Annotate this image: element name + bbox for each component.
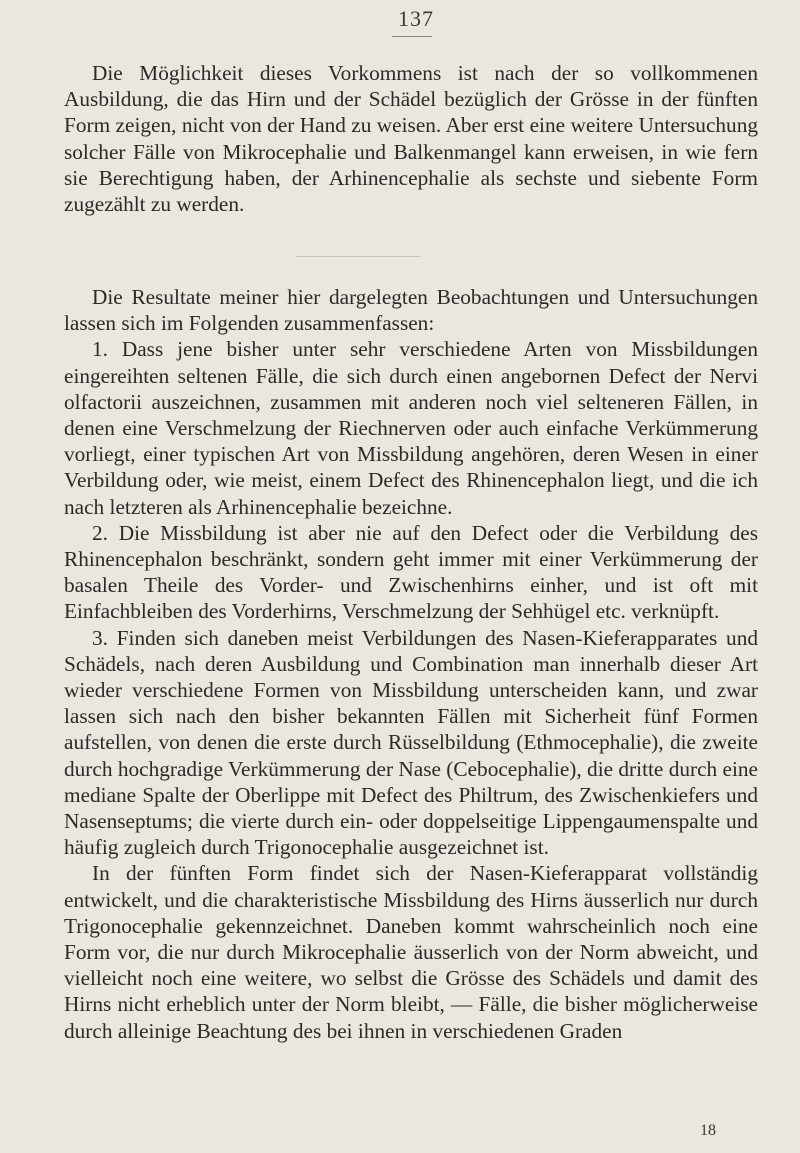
paragraph-intro: Die Möglichkeit dieses Vorkommens ist nach der so vollkommenen Ausbildung, die das Hirn und der Schädel bezüglich der Grösse in der fünften Form zeigen, nicht von der Hand zu weisen. Aber erst eine weitere Untersuchung solcher Fälle von Mikrocephalie und Balkenmangel kann erweisen, in wie fern sie Berechtigung haben, der Arhinencephalie als sechste und siebente Form zugezählt zu werden. (64, 61, 758, 217)
paragraph-point-1: 1. Dass jene bisher unter sehr verschiedene Arten von Missbildungen eingereihten seltenen Fälle, die sich durch einen angebornen Defect der Nervi olfactorii auszeichnen, zusammen mit anderen noch viel selteneren Fällen, in denen eine Verschmelzung der Riechnerven oder auch einfache Verkümmerung vorliegt, einer typischen Art von Missbildung angehören, deren Wesen in einer Verbildung oder, wie meist, einem Defect des Rhinencephalon liegt, und die ich nach letzteren als Arhinencephalie bezeichne. (64, 337, 758, 519)
top-text-block (64, 60, 758, 217)
section-divider (296, 256, 420, 257)
page-number: 137 (398, 6, 434, 31)
paragraph-fifth-form: In der fünften Form findet sich der Nasen-Kieferapparat vollständig entwickelt, und die charakteristische Missbildung des Hirns äusserlich nur durch Trigonocephalie gekennzeichnet. Daneben kommt wahrscheinlich noch eine Form vor, die nur durch Mikrocephalie äusserlich von der Norm abweicht, und vielleicht noch eine weitere, wo selbst die Grösse des Schädels und damit des Hirns nicht erheblich unter der Norm bleibt, — Fälle, die bisher möglicherweise durch alleinige Beachtung des bei ihnen in verschiedenen Graden (64, 861, 758, 1043)
paragraph-point-3: 3. Finden sich daneben meist Verbildungen des Nasen-Kieferapparates und Schädels, nach deren Ausbildung und Combination man innerhalb dieser Art wieder verschiedene Formen von Missbildung unterscheiden kann, und zwar lassen sich nach den bisher bekannten Fällen mit Sicherheit fünf Formen aufstellen, von denen die erste durch Rüsselbildung (Ethmocephalie), die zweite durch hochgradige Verkümmerung der Nase (Cebocephalie), die dritte durch eine mediane Spalte der Oberlippe mit Defect des Philtrum, des Zwischenkiefers und Nasenseptums; die vierte durch ein- oder doppelseitige Lippengaumenspalte und häufig zugleich durch Trigonocephalie ausgezeichnet ist. (64, 625, 758, 860)
printer-signature: 18 (700, 1122, 716, 1139)
paragraph-summary-intro: Die Resultate meiner hier dargelegten Beobachtungen und Untersuchungen lassen sich im Folgenden zusammenfassen: (64, 285, 758, 336)
paragraph-point-2: 2. Die Missbildung ist aber nie auf den Defect oder die Verbildung des Rhinencephalon beschränkt, sondern geht immer mit einer Verkümmerung der basalen Theile des Vorder- und Zwischenhirns einher, und ist oft mit Einfachbleiben des Vorderhirns, Verschmelzung der Sehhügel etc. verknüpft. (64, 520, 758, 624)
main-text-block (64, 284, 758, 1044)
page-number-underline (392, 36, 432, 37)
